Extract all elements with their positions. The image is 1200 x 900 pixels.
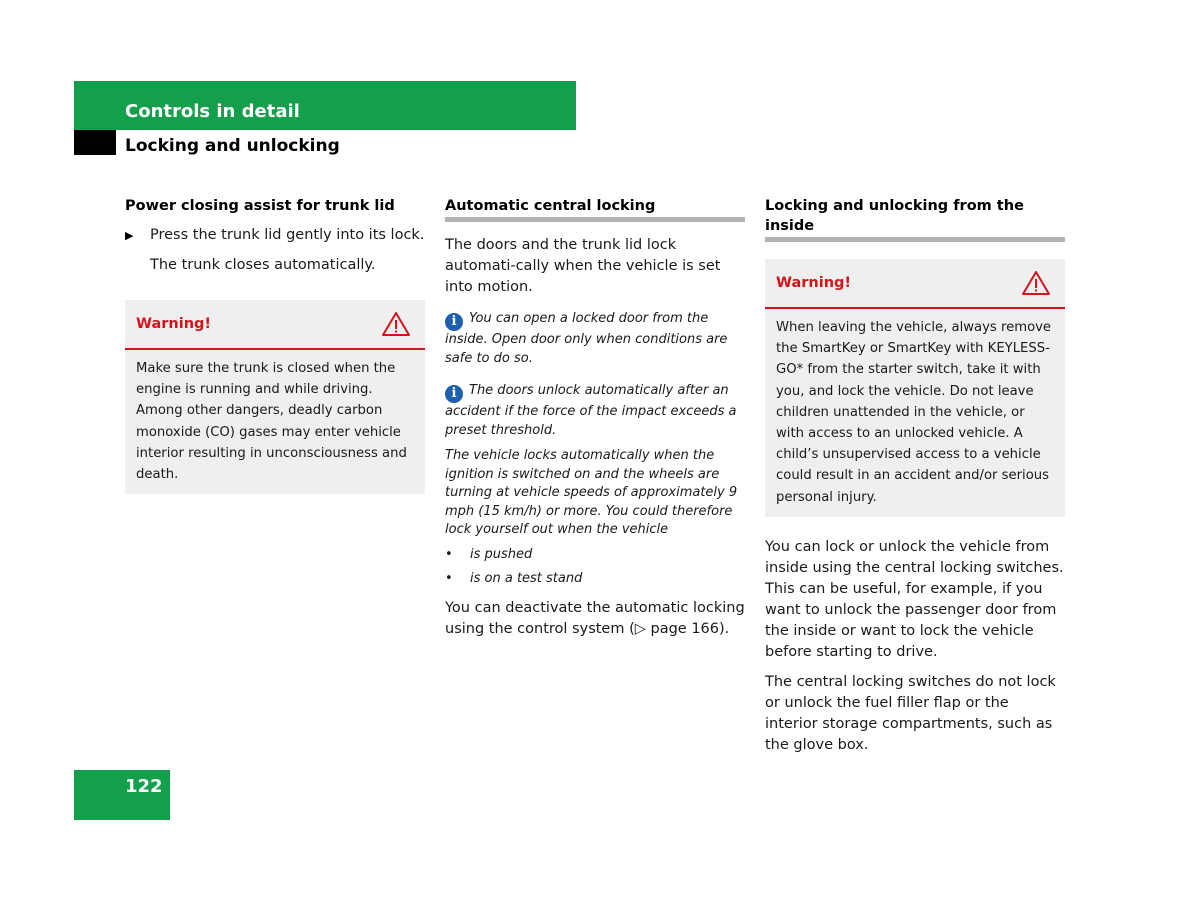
info-note-text: You can open a locked door from the inside. Open door only when conditions are safe to do so. bbox=[445, 311, 728, 366]
header-black-tab bbox=[74, 130, 116, 155]
section-title: Controls in detail bbox=[125, 101, 300, 122]
warning-text: When leaving the vehicle, always remove the SmartKey or SmartKey with KEYLESS-GO* from the starter switch, take it with you, and lock the vehicle. Do not leave children unattended in the vehicle, or with access to an unlocked vehicle. A child’s unsupervised access to a vehicle could result in an accident and/or serious personal injury. bbox=[776, 320, 1052, 505]
warning-box-trunk bbox=[125, 300, 425, 494]
inside-locking-para1: You can lock or unlock the vehicle from inside using the central locking switches. This can be useful, for example, if you want to unlock the passenger door from the inside or want to lock the vehicle before starting to drive. bbox=[765, 538, 1064, 660]
bullet-dot: • bbox=[445, 546, 453, 562]
info-icon: i bbox=[445, 385, 463, 403]
column-power-closing bbox=[125, 196, 425, 494]
warning-header bbox=[765, 259, 1065, 309]
inside-locking-heading: Locking and unlocking from the inside bbox=[765, 196, 1065, 242]
page-number: 122 bbox=[125, 776, 163, 797]
subsection-title: Locking and unlocking bbox=[125, 136, 340, 156]
column-automatic-locking bbox=[445, 196, 745, 640]
warning-text: Make sure the trunk is closed when the engine is running and while driving. Among other dangers, deadly carbon monoxide (CO) gases may enter vehicle interior resulting in unconsciousness and death. bbox=[136, 361, 407, 483]
instruction-step bbox=[125, 225, 425, 246]
warning-label: Warning! bbox=[776, 275, 852, 291]
bullet-text: is pushed bbox=[470, 546, 533, 562]
bullet-dot: • bbox=[445, 571, 453, 586]
automatic-locking-intro: The doors and the trunk lid lock automati-cally when the vehicle is set into motion. bbox=[445, 237, 721, 295]
inside-locking-para2: The central locking switches do not lock or unlock the fuel filler flap or the interior storage compartments, such as the glove box. bbox=[765, 673, 1056, 753]
warning-header bbox=[125, 300, 425, 350]
deactivate-text: You can deactivate the automatic locking using the control system (▷ page 166). bbox=[445, 599, 745, 637]
warning-triangle-icon bbox=[1021, 270, 1051, 296]
warning-label: Warning! bbox=[136, 316, 212, 332]
automatic-locking-heading: Automatic central locking bbox=[445, 196, 745, 222]
step-result: The trunk closes automatically. bbox=[150, 257, 376, 273]
warning-box-children bbox=[765, 259, 1065, 517]
note-auto-lock: The vehicle locks automatically when the ignition is switched on and the wheels are turning at vehicle speeds of approximately 9 mph (15 km/h) or more. You could therefore lock yourself out when the vehicle bbox=[445, 448, 738, 537]
info-note-open-door bbox=[445, 310, 745, 368]
info-note-text: The doors unlock automatically after an accident if the force of the impact exceeds a preset threshold. bbox=[445, 383, 737, 438]
step-triangle-icon: ▶ bbox=[125, 229, 134, 242]
list-item bbox=[445, 546, 745, 565]
step-text: Press the trunk lid gently into its lock. bbox=[150, 227, 425, 243]
column-inside-locking bbox=[765, 196, 1065, 756]
list-item bbox=[445, 570, 745, 589]
info-note-accident bbox=[445, 382, 745, 440]
info-icon: i bbox=[445, 313, 463, 331]
bullet-text: is on a test stand bbox=[470, 571, 583, 586]
power-closing-heading: Power closing assist for trunk lid bbox=[125, 198, 395, 214]
warning-triangle-icon bbox=[381, 311, 411, 337]
